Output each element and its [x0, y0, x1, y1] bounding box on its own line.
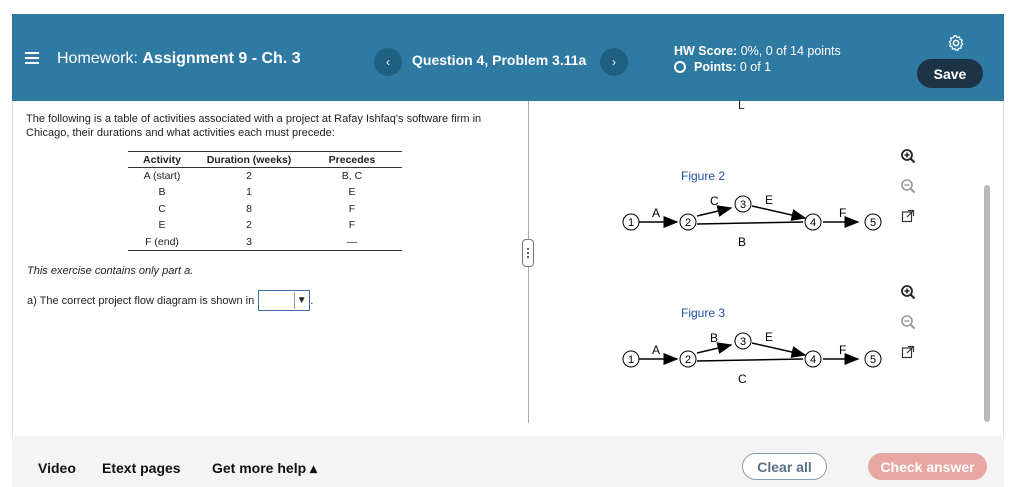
video-link[interactable]: Video: [38, 460, 76, 476]
node-label: 3: [739, 336, 747, 348]
figure-2-label: Figure 2: [681, 169, 726, 183]
question-title: Question 4, Problem 3.11a: [412, 52, 587, 68]
points-label: Points:: [694, 60, 737, 74]
node-label: 4: [809, 354, 817, 366]
table-cell: F (end): [128, 234, 196, 251]
table-cell: E: [158, 219, 166, 232]
figure-select-dropdown[interactable]: [258, 290, 310, 311]
table-row: [128, 168, 402, 185]
node-label: 5: [869, 217, 877, 229]
next-question-button[interactable]: ›: [600, 48, 628, 76]
edge-label: E: [765, 330, 774, 344]
edge-mid: [752, 206, 805, 218]
zoom-out-icon[interactable]: [897, 311, 919, 333]
edge-lower: [697, 222, 803, 224]
assignment-name: Assignment 9 - Ch. 3: [142, 50, 301, 67]
score-panel: [674, 43, 841, 75]
table-cell: E: [348, 186, 356, 199]
figure-3-diagram: [620, 323, 890, 393]
edge-label: A: [652, 206, 661, 220]
table-cell: 1: [246, 186, 252, 199]
table-cell: B: [158, 186, 166, 199]
table-row: [128, 184, 402, 201]
figure-2-diagram: [620, 186, 890, 256]
table-cell: —: [302, 234, 402, 251]
points-circle-icon: [674, 61, 686, 73]
figure-3-label: Figure 3: [681, 306, 726, 320]
clear-all-button[interactable]: Clear all: [742, 453, 827, 480]
get-more-help-link[interactable]: Get more help ▴: [212, 460, 318, 476]
node-label: 1: [627, 217, 635, 229]
table-cell: 8: [246, 202, 252, 215]
cut-edge-label: L: [738, 98, 745, 112]
homework-prefix: Homework:: [57, 50, 138, 67]
edge-label: F: [839, 343, 847, 357]
edge-label: B: [710, 331, 719, 345]
edge-label: B: [738, 235, 747, 249]
previous-question-button[interactable]: ‹: [374, 48, 402, 76]
table-row: [128, 234, 402, 251]
table-cell: F: [348, 202, 356, 215]
menu-icon[interactable]: [25, 52, 39, 64]
node-label: 3: [739, 199, 747, 211]
node-label: 5: [869, 354, 877, 366]
node-label: 4: [809, 217, 817, 229]
save-button[interactable]: Save: [917, 59, 983, 88]
table-cell: 2: [246, 219, 252, 232]
problem-intro: The following is a table of activities associated with a project at Rafay Ishfaq's software firm in Chicago, their durations and what activities each must precede:: [26, 113, 482, 139]
node-label: 2: [684, 217, 692, 229]
edge-mid: [752, 343, 805, 355]
answer-row: [27, 290, 313, 311]
open-in-new-window-icon[interactable]: [897, 341, 919, 363]
table-cell: 2: [246, 170, 252, 182]
hw-score-value: 0%, 0 of 14 points: [740, 44, 841, 58]
table-header-row: [128, 152, 402, 168]
table-cell: A (start): [143, 170, 181, 182]
table-header: Duration (weeks): [196, 152, 302, 168]
pane-resize-handle[interactable]: [522, 239, 534, 267]
zoom-out-icon[interactable]: [897, 175, 919, 197]
table-cell: B, C: [341, 170, 363, 182]
edge-label: C: [738, 372, 747, 386]
table-row: [128, 217, 402, 234]
open-in-new-window-icon[interactable]: [897, 205, 919, 227]
etext-pages-link[interactable]: Etext pages: [102, 460, 181, 476]
check-answer-button[interactable]: Check answer: [868, 453, 987, 480]
edge-label: E: [765, 193, 774, 207]
gear-icon[interactable]: [947, 34, 965, 52]
table-row: [128, 201, 402, 218]
right-pane-scrollbar[interactable]: [984, 185, 990, 422]
table-cell: 3: [196, 234, 302, 251]
header-bar: [12, 14, 1004, 101]
homework-title: [57, 50, 301, 68]
zoom-in-icon[interactable]: [897, 281, 919, 303]
edge-label: F: [839, 206, 847, 220]
answer-suffix: .: [310, 294, 314, 307]
node-label: 1: [627, 354, 635, 366]
activity-table: [128, 151, 402, 251]
table-cell: C: [158, 202, 166, 215]
table-header: Activity: [128, 152, 196, 168]
hw-score-label: HW Score:: [674, 44, 738, 58]
dropdown-arrow-icon[interactable]: ▼: [294, 292, 308, 309]
zoom-in-icon[interactable]: [897, 145, 919, 167]
table-cell: F: [348, 219, 356, 232]
edge-upper: [697, 208, 731, 216]
edge-lower: [697, 359, 803, 361]
table-header: Precedes: [302, 152, 402, 168]
edge-label: C: [710, 194, 719, 208]
node-label: 2: [684, 354, 692, 366]
exercise-note: This exercise contains only part a.: [27, 265, 194, 277]
edge-label: A: [652, 343, 661, 357]
answer-prompt: a) The correct project flow diagram is shown in: [27, 294, 255, 307]
edge-upper: [697, 345, 731, 353]
points-value: 0 of 1: [739, 60, 772, 74]
